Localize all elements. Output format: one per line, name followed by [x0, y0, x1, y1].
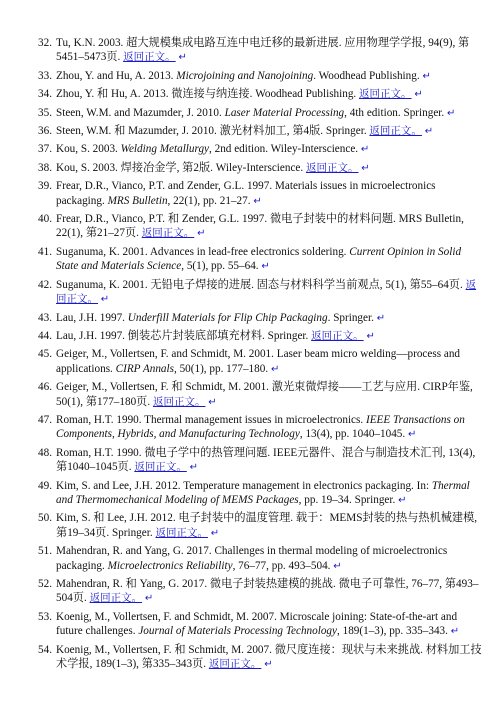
reference-text — [56, 577, 482, 607]
reference-number: 46. — [38, 381, 52, 394]
reference-text — [56, 69, 482, 84]
return-arrow-icon[interactable]: ↵ — [398, 494, 407, 506]
reference-segment: , 13(4), pp. 1040–1045. — [299, 428, 408, 441]
reference-number: 39. — [38, 180, 52, 193]
reference-title-italic: Laser Material Processing — [224, 106, 345, 119]
reference-text — [56, 479, 482, 509]
reference-text — [56, 179, 482, 209]
reference-segment: Kim, S. 和 Lee, J.H. 2012. 电子封装中的温度管理. 载于：MEMS封装的热与热机械建模, 第19–34页. Springer. — [56, 512, 478, 539]
return-arrow-icon[interactable]: ↵ — [361, 162, 370, 174]
reference-segment: , 22(1), pp. 21–27. — [167, 194, 254, 207]
reference-segment: Mahendran, R. 和 Yang, G. 2017. 微电子封装热建模的挑战. 微电子可靠性, 76–77, 第493–504页. — [56, 578, 479, 605]
reference-title-italic: IEEE Transactions on Components, Hybrids, and Manufacturing Technology — [56, 413, 465, 441]
reference-segment: Kou, S. 2003. — [56, 143, 121, 156]
reference-number: 51. — [38, 545, 52, 558]
reference-item — [38, 479, 482, 509]
reference-title-italic: Microelectronics Reliability — [107, 559, 233, 572]
reference-item — [38, 245, 482, 275]
return-arrow-icon[interactable]: ↵ — [197, 228, 206, 240]
reference-item — [38, 511, 482, 541]
reference-text — [56, 161, 482, 176]
reference-item — [38, 179, 482, 209]
reference-segment: , 5(1), pp. 55–64. — [181, 260, 262, 273]
reference-text — [56, 142, 482, 157]
return-arrow-icon[interactable]: ↵ — [144, 593, 154, 605]
back-to-text-link[interactable]: 返回正文。 — [141, 227, 195, 240]
reference-segment: , 50(1), pp. 177–180. — [173, 362, 271, 375]
reference-segment: Frear, D.R., Vianco, P.T. and Zender, G.L. 1997. Materials issues in microelectronics packaging. — [56, 180, 436, 207]
reference-text — [56, 36, 482, 66]
reference-segment: Lau, J.H. 1997. — [56, 311, 128, 324]
reference-number: 42. — [38, 278, 52, 291]
return-arrow-icon[interactable]: ↵ — [414, 89, 423, 101]
reference-title-italic: Journal of Materials Processing Technology — [138, 625, 337, 638]
back-to-text-link[interactable]: 返回正文。 — [89, 592, 143, 605]
reference-text — [56, 413, 482, 443]
back-to-text-link[interactable]: 返回正文。 — [208, 658, 262, 671]
reference-title-italic: Welding Metallurgy — [120, 143, 210, 156]
reference-number: 38. — [38, 161, 52, 174]
reference-segment: Zhou, Y. 和 Hu, A. 2013. 微连接与纳连接. Woodhead Publishing. — [56, 88, 360, 101]
return-arrow-icon[interactable]: ↵ — [261, 261, 270, 273]
return-arrow-icon[interactable]: ↵ — [208, 396, 217, 408]
return-arrow-icon[interactable]: ↵ — [447, 107, 456, 119]
reference-item — [38, 347, 482, 377]
reference-segment: Koenig, M., Vollertsen, F. and Schmidt, M. 2007. Microscale joining: State-of-the-art and future challenges. — [56, 610, 458, 638]
reference-segment: Suganuma, K. 2001. 无铅电子焊接的进展. 固态与材料科学当前观点, 5(1), 第55–64页. — [56, 278, 466, 291]
reference-item — [38, 610, 482, 640]
reference-segment: , 4th edition. Springer. — [344, 106, 447, 119]
reference-title-italic: CIRP Annals — [115, 362, 174, 375]
reference-title-italic: Thermal and Thermomechanical Modeling of MEMS Packages — [56, 479, 470, 506]
reference-item — [38, 380, 482, 410]
return-arrow-icon[interactable]: ↵ — [450, 626, 460, 638]
reference-item — [38, 212, 482, 242]
reference-segment: Frear, D.R., Vianco, P.T. 和 Zender, G.L. 1997. 微电子封装中的材料问题. MRS Bulletin, 22(1), 第21–27页. — [56, 213, 464, 240]
reference-item — [38, 329, 482, 344]
reference-segment: Kou, S. 2003. 焊接冶金学, 第2版. Wiley-Interscience. — [56, 161, 306, 174]
reference-segment: . Woodhead Publishing. — [313, 69, 423, 82]
reference-number: 41. — [38, 245, 52, 258]
reference-item — [38, 142, 482, 157]
reference-segment: , pp. 19–34. Springer. — [298, 493, 399, 506]
reference-segment: Zhou, Y. and Hu, A. 2013. — [56, 69, 177, 82]
return-arrow-icon[interactable]: ↵ — [376, 312, 386, 324]
reference-segment: Roman, H.T. 1990. Thermal management issues in microelectronics. — [56, 413, 366, 426]
reference-number: 35. — [38, 106, 52, 119]
return-arrow-icon[interactable]: ↵ — [100, 294, 110, 306]
reference-text — [56, 347, 482, 377]
return-arrow-icon[interactable]: ↵ — [253, 195, 262, 207]
back-to-text-link[interactable]: 返回正文。 — [369, 125, 422, 138]
reference-text — [56, 446, 482, 476]
reference-text — [56, 610, 482, 640]
return-arrow-icon[interactable]: ↵ — [210, 527, 220, 539]
return-arrow-icon[interactable]: ↵ — [178, 52, 187, 64]
reference-item — [38, 161, 482, 176]
back-to-text-link[interactable]: 返回正文。 — [56, 278, 477, 306]
reference-number: 44. — [38, 329, 52, 342]
reference-number: 48. — [38, 446, 52, 459]
back-to-text-link[interactable]: 返回正文。 — [155, 526, 208, 539]
return-arrow-icon[interactable]: ↵ — [424, 126, 434, 138]
reference-item — [38, 87, 482, 102]
reference-number: 36. — [38, 125, 52, 138]
back-to-text-link[interactable]: 返回正文。 — [305, 161, 359, 174]
reference-item — [38, 446, 482, 476]
reference-title-italic: Current Opinion in Solid State and Materials Science — [56, 245, 462, 273]
return-arrow-icon[interactable]: ↵ — [333, 560, 342, 572]
reference-item — [38, 577, 482, 607]
reference-number: 53. — [38, 610, 52, 623]
reference-text — [56, 329, 482, 344]
reference-number: 45. — [38, 348, 52, 361]
return-arrow-icon[interactable]: ↵ — [264, 659, 273, 671]
reference-number: 37. — [38, 143, 52, 156]
reference-item — [38, 311, 482, 326]
reference-segment: Lau, J.H. 1997. 倒装芯片封装底部填充材料. Springer. — [56, 329, 312, 342]
reference-item — [38, 278, 482, 308]
reference-text — [56, 106, 482, 121]
reference-segment: Suganuma, K. 2001. Advances in lead-free electronics soldering. — [56, 245, 350, 258]
back-to-text-link[interactable]: 返回正文。 — [152, 395, 206, 408]
reference-segment: Mahendran, R. and Yang, G. 2017. Challenges in thermal modeling of microelectronics packaging. — [56, 545, 448, 572]
return-arrow-icon[interactable]: ↵ — [360, 144, 370, 156]
reference-segment: Steen, W.M. and Mazumder, J. 2010. — [56, 106, 225, 119]
reference-item — [38, 36, 482, 66]
back-to-text-link[interactable]: 返回正文。 — [311, 329, 364, 342]
return-arrow-icon[interactable]: ↵ — [422, 70, 431, 82]
reference-number: 32. — [38, 37, 52, 49]
reference-number: 43. — [38, 311, 52, 324]
reference-segment: Kim, S. and Lee, J.H. 2012. Temperature management in electronics packaging. In: — [56, 479, 432, 492]
reference-number: 40. — [38, 213, 52, 226]
reference-number: 34. — [38, 88, 52, 101]
reference-text — [56, 278, 482, 308]
back-to-text-link[interactable]: 返回正文。 — [359, 88, 412, 101]
reference-item — [38, 69, 482, 84]
reference-number: 50. — [38, 512, 52, 525]
reference-text — [56, 511, 482, 541]
reference-segment: , 76–77, pp. 493–504. — [232, 559, 334, 572]
return-arrow-icon[interactable]: ↵ — [270, 363, 280, 375]
reference-segment: Tu, K.N. 2003. 超大规模集成电路互连中电迁移的最新进展. 应用物理学学报, 94(9), 第5451–5473页. — [56, 37, 470, 64]
reference-item — [38, 643, 482, 673]
return-arrow-icon[interactable]: ↵ — [407, 429, 417, 441]
reference-item — [38, 106, 482, 121]
reference-title-italic: Underfill Materials for Flip Chip Packaging — [127, 311, 328, 324]
reference-segment: Roman, H.T. 1990. 微电子学中的热管理问题. IEEE元器件、混合与制造技术汇刊, 13(4), 第1040–1045页. — [56, 446, 476, 474]
reference-title-italic: Microjoining and Nanojoining — [176, 69, 314, 82]
reference-segment: . Springer. — [327, 311, 377, 324]
reference-item — [38, 544, 482, 574]
reference-text — [56, 87, 482, 102]
reference-text — [56, 544, 482, 574]
reference-text — [56, 212, 482, 242]
reference-text — [56, 245, 482, 275]
reference-text — [56, 380, 482, 410]
reference-number: 54. — [38, 643, 52, 656]
reference-item — [38, 124, 482, 139]
reference-text — [56, 124, 482, 139]
reference-title-italic: MRS Bulletin — [107, 194, 168, 207]
reference-segment: Koenig, M., Vollertsen, F. 和 Schmidt, M. 2007. 微尺度连接：现状与未来挑战. 材料加工技术学报, 189(1–3), 第335–343页. — [56, 643, 482, 671]
reference-segment: Geiger, M., Vollertsen, F. and Schmidt, M. 2001. Laser beam micro welding—process and applications. — [56, 348, 461, 375]
reference-segment: , 189(1–3), pp. 335–343. — [337, 625, 451, 638]
reference-text — [56, 311, 482, 326]
reference-number: 52. — [38, 578, 52, 590]
return-arrow-icon[interactable]: ↵ — [366, 330, 375, 342]
back-to-text-link[interactable]: 返回正文。 — [134, 461, 187, 474]
return-arrow-icon[interactable]: ↵ — [189, 462, 199, 474]
reference-segment: , 2nd edition. Wiley-Interscience. — [209, 143, 361, 156]
reference-item — [38, 413, 482, 443]
reference-number: 33. — [38, 69, 52, 82]
reference-segment: Geiger, M., Vollertsen, F. 和 Schmidt, M. 2001. 激光束微焊接——工艺与应用. CIRP年鉴, 50(1), 第177–180页. — [56, 381, 473, 408]
back-to-text-link[interactable]: 返回正文。 — [123, 51, 176, 64]
reference-text — [56, 643, 482, 673]
reference-number: 49. — [38, 479, 52, 492]
reference-segment: Steen, W.M. 和 Mazumder, J. 2010. 激光材料加工, 第4版. Springer. — [56, 125, 370, 138]
reference-number: 47. — [38, 413, 52, 426]
